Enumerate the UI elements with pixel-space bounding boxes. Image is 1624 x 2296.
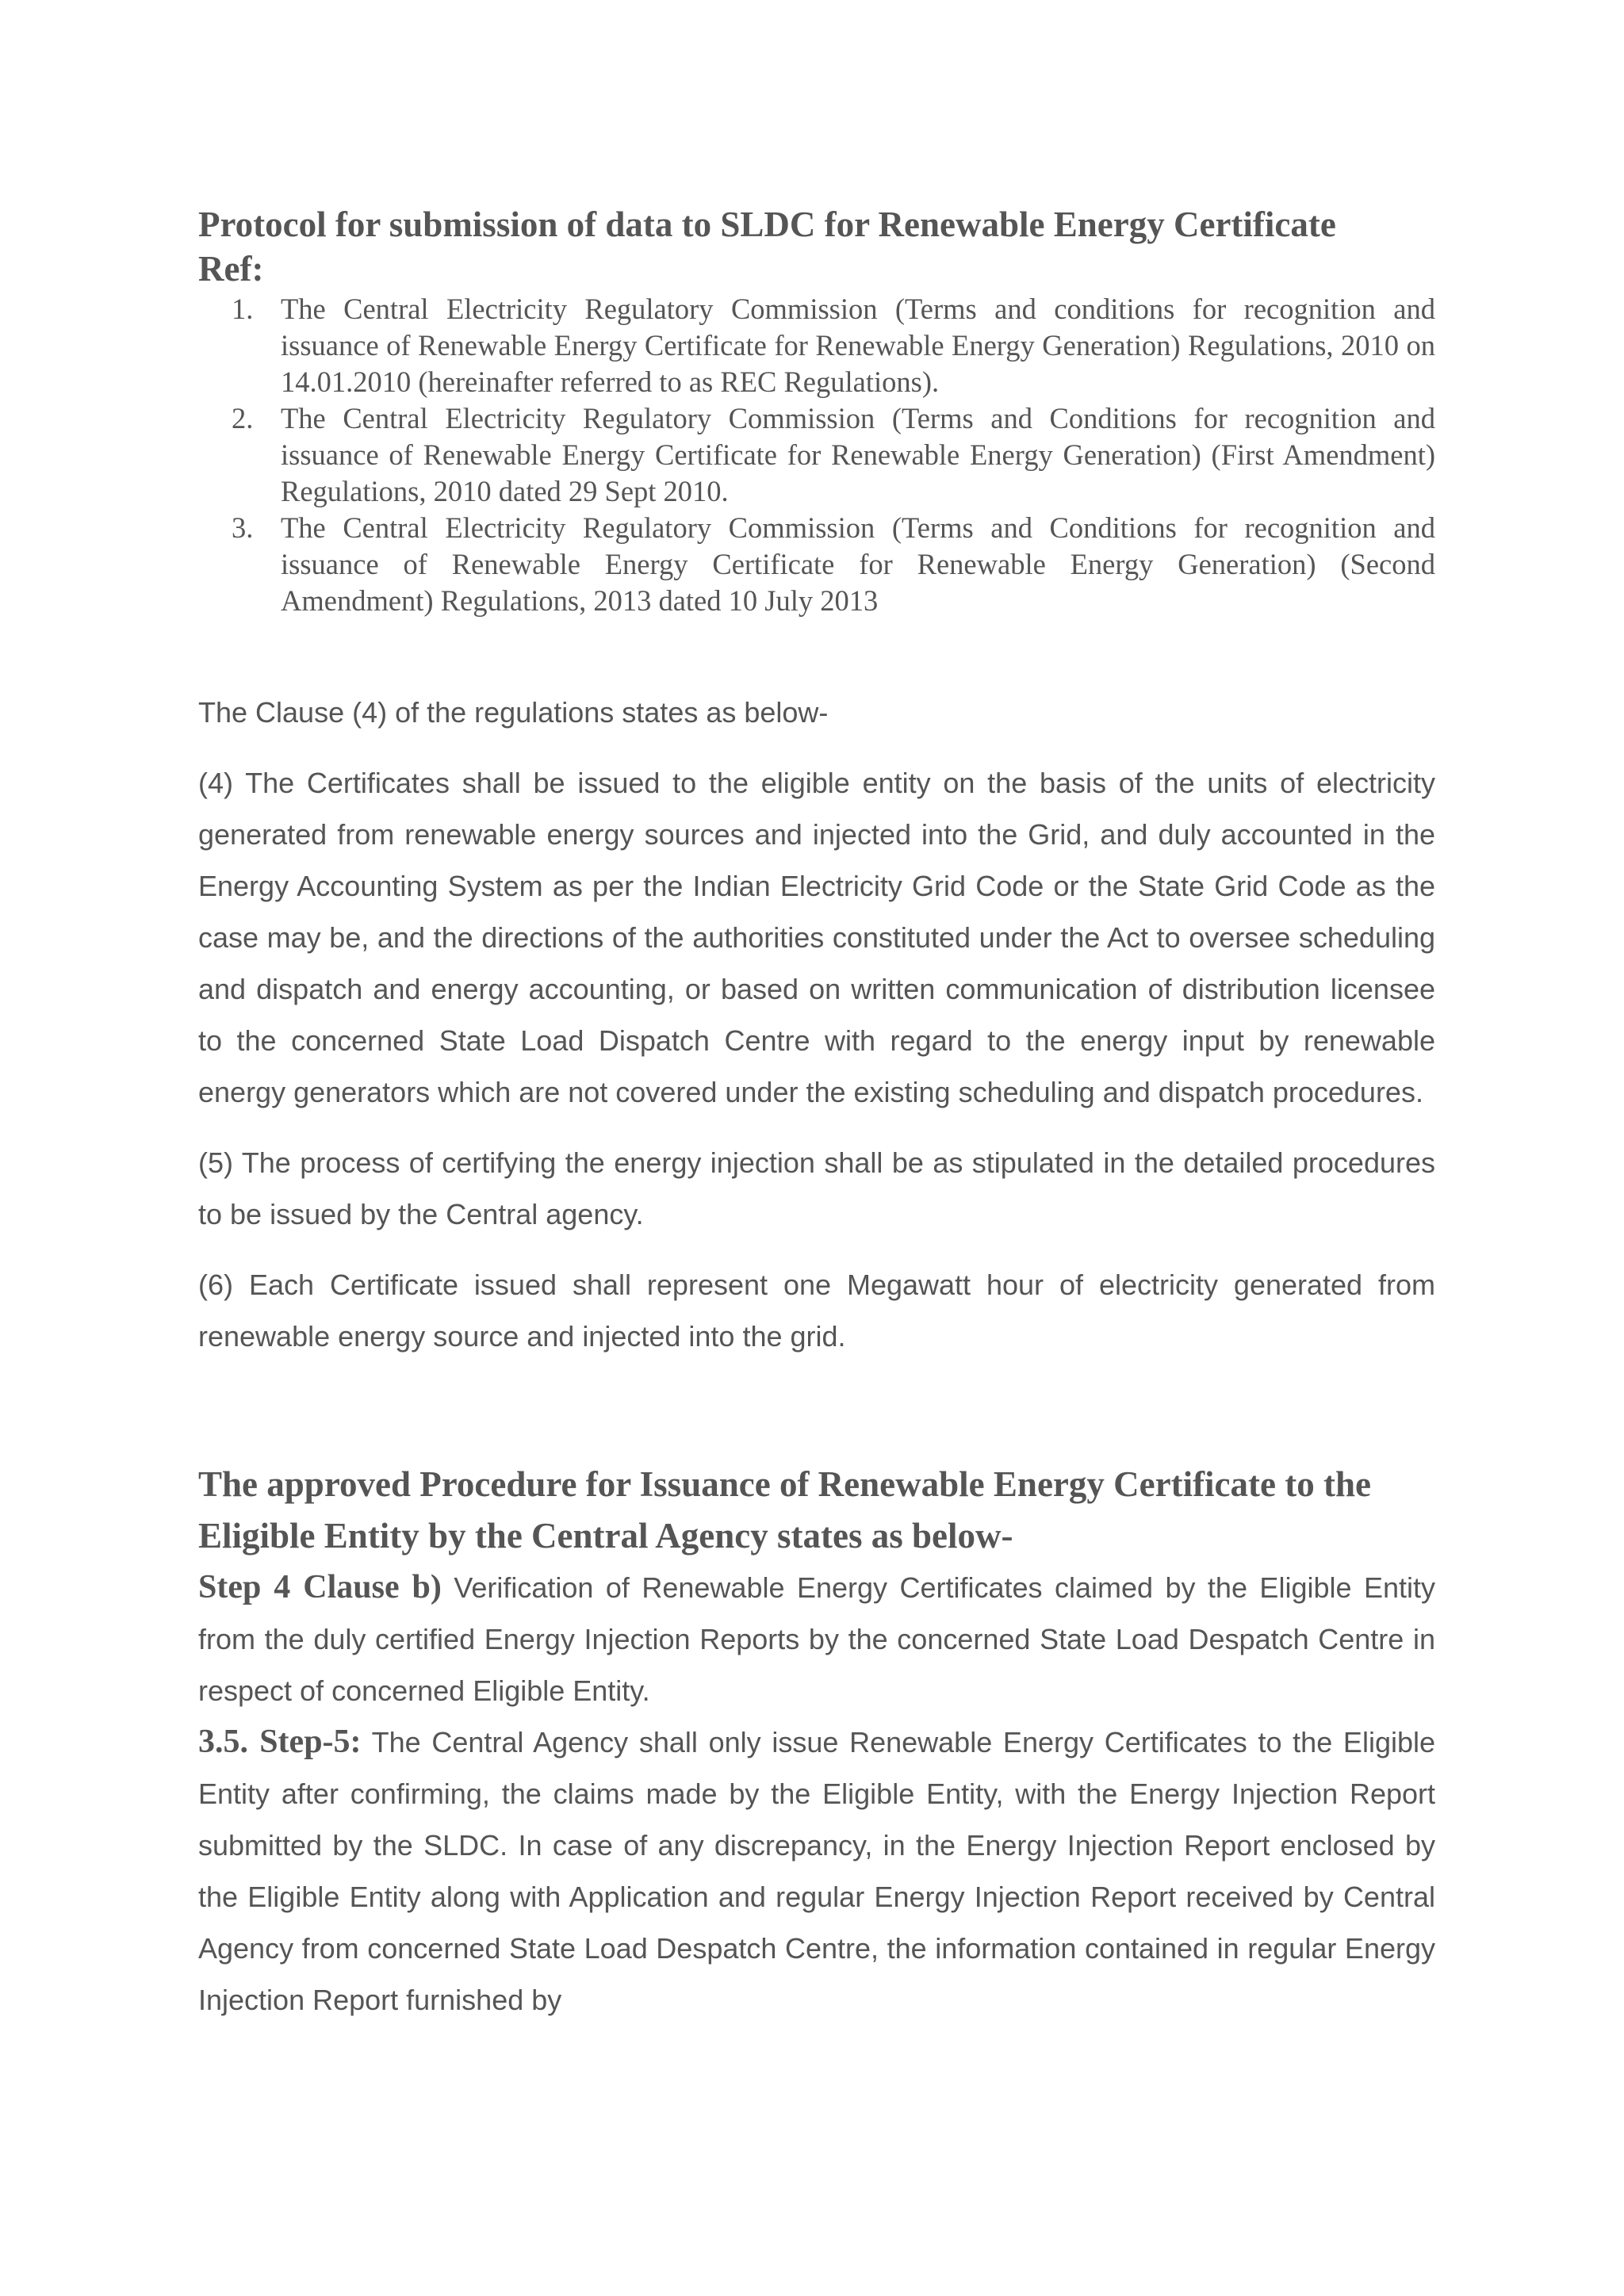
ref-heading: Ref:	[198, 249, 264, 289]
step-label: 3.5. Step-5:	[198, 1724, 362, 1760]
clause-intro: The Clause (4) of the regulations states as below-	[198, 696, 829, 729]
reference-item	[198, 291, 1435, 400]
reference-text: The Central Electricity Regulatory Commission (Terms and Conditions for recognition and issuance of Renewable Energy Certificate for Renewable Energy Generation) (Second Amendment) Regulations, 2013 dated 10 July 2013	[281, 511, 1435, 617]
reference-item	[198, 510, 1435, 619]
clause-paragraph: (4) The Certificates shall be issued to the eligible entity on the basis of the units of electricity generated from renewable energy sources and injected into the Grid, and duly accounted in the Energy Accounting System as per the Indian Electricity Grid Code or the State Grid Code as the case may be, and the directions of the authorities constituted under the Act to oversee scheduling and dispatch and energy accounting, or based on written communication of distribution licensee to the concerned State Load Dispatch Centre with regard to the energy input by renewable energy generators which are not covered under the existing scheduling and dispatch procedures.	[198, 767, 1435, 1108]
reference-number: 1.	[232, 293, 254, 325]
reference-text: The Central Electricity Regulatory Commission (Terms and Conditions for recognition and issuance of Renewable Energy Certificate for Renewable Energy Generation) (First Amendment) Regulations, 2010 dated 29 Sept 2010.	[281, 402, 1435, 507]
step-text: Verification of Renewable Energy Certificates claimed by the Eligible Entity from the duly certified Energy Injection Reports by the concerned State Load Despatch Centre in respect of concerned Eligible Entity.	[198, 1571, 1435, 1707]
document-page	[198, 202, 1435, 2026]
clause-paragraph: (6) Each Certificate issued shall represent one Megawatt hour of electricity generated from renewable energy source and injected into the grid.	[198, 1269, 1435, 1353]
reference-item	[198, 400, 1435, 510]
reference-number: 3.	[232, 511, 254, 544]
procedure-heading: The approved Procedure for Issuance of Renewable Energy Certificate to the Eligible Entity by the Central Agency states as below-	[198, 1464, 1371, 1556]
step-text: The Central Agency shall only issue Renewable Energy Certificates to the Eligible Entity after confirming, the claims made by the Eligible Entity, with the Energy Injection Report submitted by the SLDC. In case of any discrepancy, in the Energy Injection Report enclosed by the Eligible Entity along with Application and regular Energy Injection Report received by Central Agency from concerned State Load Despatch Centre, the information contained in regular Energy Injection Report furnished by	[198, 1726, 1435, 2016]
step-paragraph	[198, 1562, 1435, 1716]
clause-paragraph: (5) The process of certifying the energy injection shall be as stipulated in the detailed procedures to be issued by the Central agency.	[198, 1146, 1435, 1230]
step-label: Step 4 Clause b)	[198, 1569, 442, 1605]
step-paragraph	[198, 1716, 1435, 2026]
reference-number: 2.	[232, 402, 254, 434]
reference-list	[198, 291, 1435, 619]
document-title: Protocol for submission of data to SLDC for Renewable Energy Certificate	[198, 205, 1336, 244]
reference-text: The Central Electricity Regulatory Commission (Terms and conditions for recognition and issuance of Renewable Energy Certificate for Renewable Energy Generation) Regulations, 2010 on 14.01.2010 (hereinafter referred to as REC Regulations).	[281, 293, 1435, 398]
